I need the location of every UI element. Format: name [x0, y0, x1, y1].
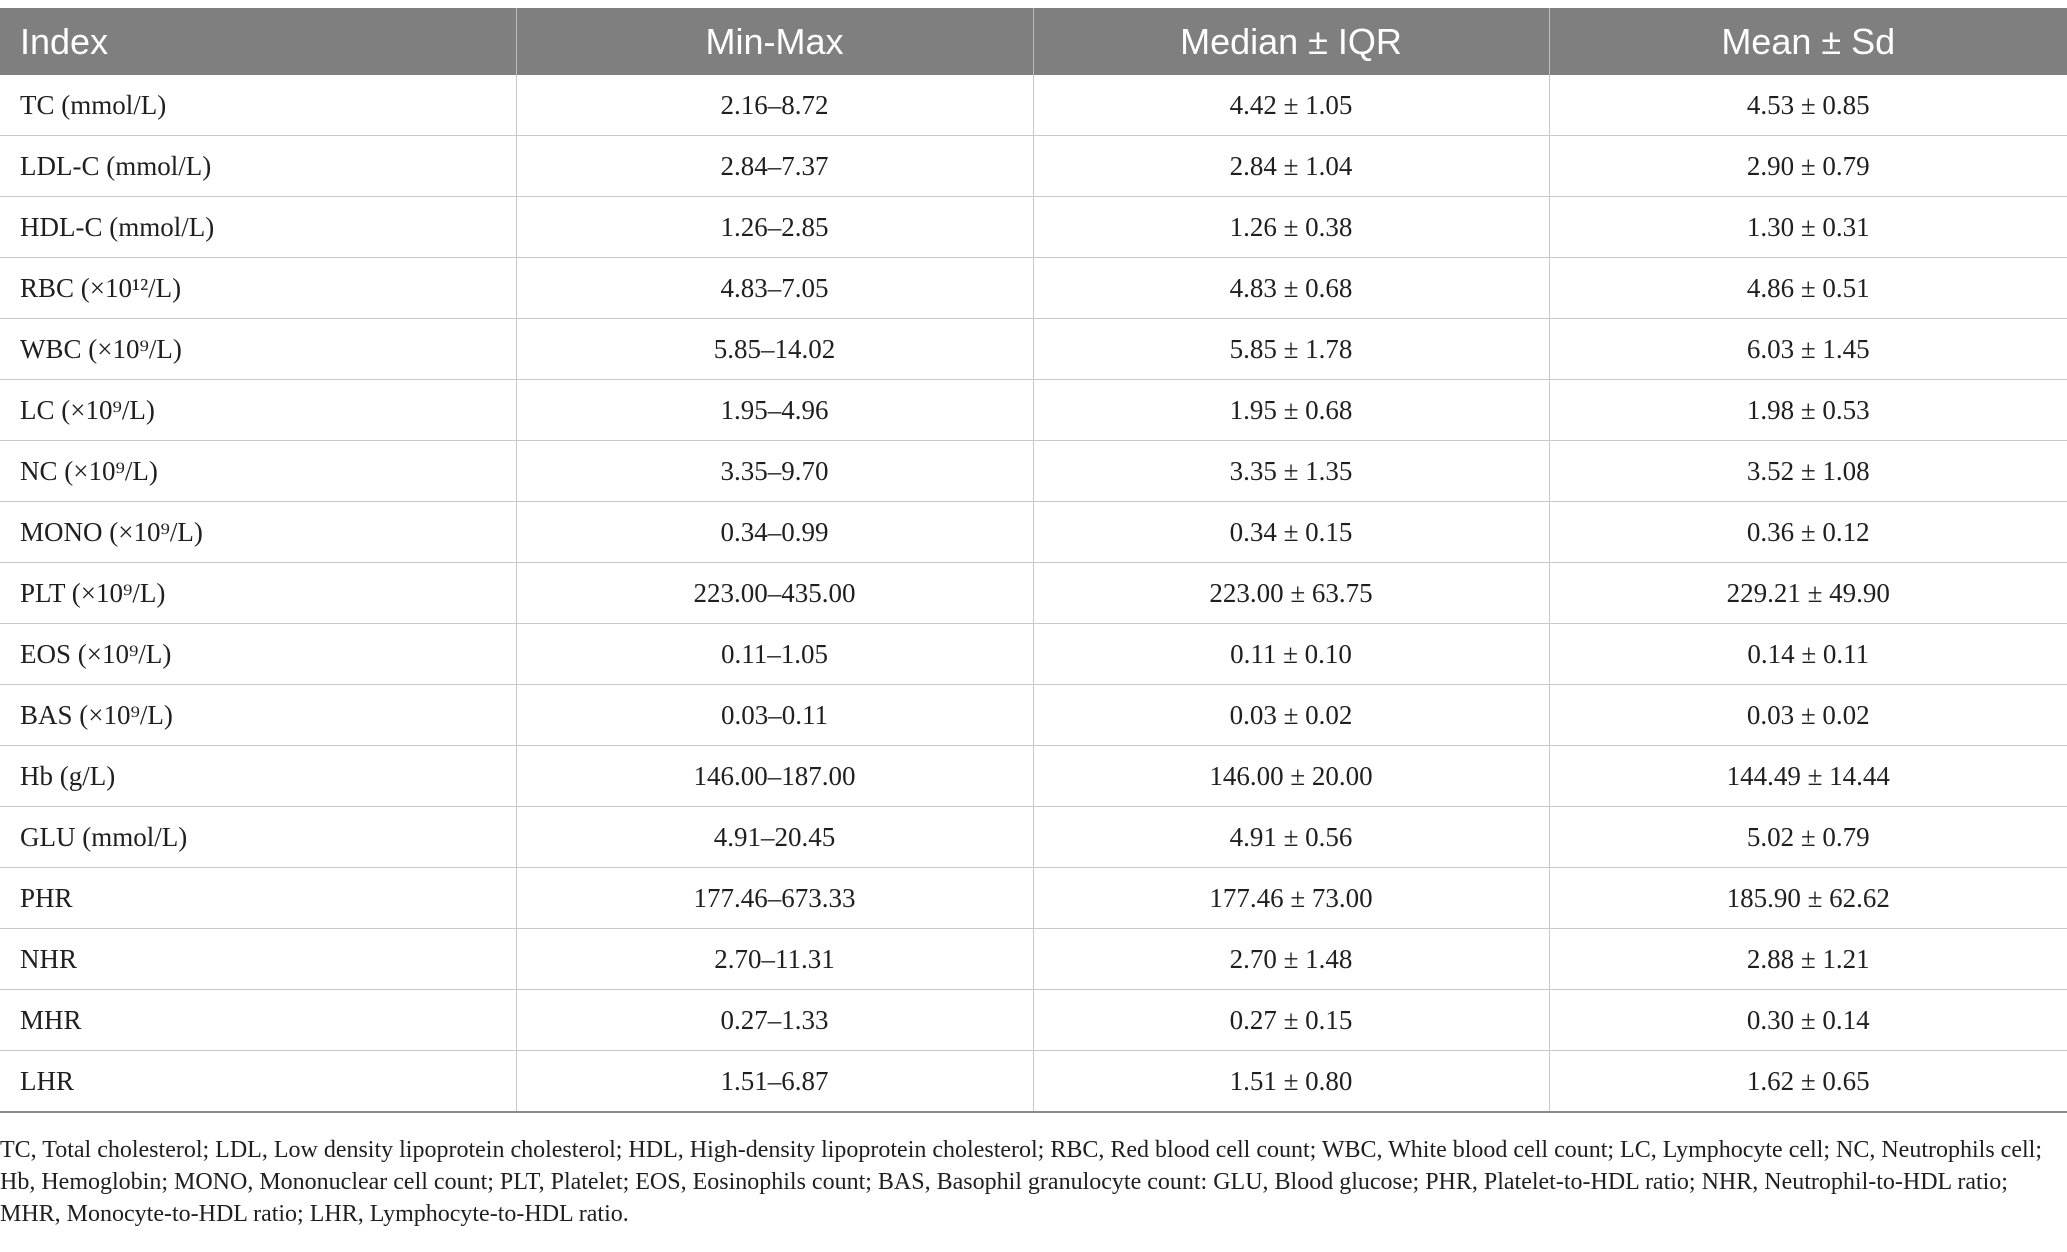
table-row — [0, 990, 2067, 1051]
table-row — [0, 197, 2067, 258]
row-mean-cell: 2.88 ± 1.21 — [1549, 929, 2067, 990]
row-min-max-cell: 177.46–673.33 — [516, 868, 1033, 929]
row-min-max-cell: 0.27–1.33 — [516, 990, 1033, 1051]
row-index-cell: EOS (×10⁹/L) — [0, 624, 516, 685]
row-mean-cell: 5.02 ± 0.79 — [1549, 807, 2067, 868]
row-mean-cell: 6.03 ± 1.45 — [1549, 319, 2067, 380]
table-row — [0, 136, 2067, 197]
row-index-cell: MONO (×10⁹/L) — [0, 502, 516, 563]
table-body — [0, 75, 2067, 1112]
table-row — [0, 624, 2067, 685]
row-mean-cell: 1.30 ± 0.31 — [1549, 197, 2067, 258]
table-row — [0, 441, 2067, 502]
row-median-cell: 1.26 ± 0.38 — [1033, 197, 1549, 258]
row-index-cell: BAS (×10⁹/L) — [0, 685, 516, 746]
row-mean-cell: 1.98 ± 0.53 — [1549, 380, 2067, 441]
row-min-max-cell: 146.00–187.00 — [516, 746, 1033, 807]
row-index-cell: HDL-C (mmol/L) — [0, 197, 516, 258]
table-row — [0, 1051, 2067, 1113]
table-row — [0, 380, 2067, 441]
row-index-cell: LDL-C (mmol/L) — [0, 136, 516, 197]
row-index-cell: NHR — [0, 929, 516, 990]
row-index-cell: LC (×10⁹/L) — [0, 380, 516, 441]
row-mean-cell: 4.86 ± 0.51 — [1549, 258, 2067, 319]
row-min-max-cell: 1.26–2.85 — [516, 197, 1033, 258]
row-min-max-cell: 4.83–7.05 — [516, 258, 1033, 319]
row-median-cell: 0.11 ± 0.10 — [1033, 624, 1549, 685]
table-row — [0, 319, 2067, 380]
row-median-cell: 5.85 ± 1.78 — [1033, 319, 1549, 380]
row-index-cell: RBC (×10¹²/L) — [0, 258, 516, 319]
row-median-cell: 177.46 ± 73.00 — [1033, 868, 1549, 929]
row-mean-cell: 2.90 ± 0.79 — [1549, 136, 2067, 197]
row-min-max-cell: 4.91–20.45 — [516, 807, 1033, 868]
row-median-cell: 3.35 ± 1.35 — [1033, 441, 1549, 502]
row-min-max-cell: 1.51–6.87 — [516, 1051, 1033, 1113]
row-mean-cell: 144.49 ± 14.44 — [1549, 746, 2067, 807]
table-row — [0, 929, 2067, 990]
row-mean-cell: 0.30 ± 0.14 — [1549, 990, 2067, 1051]
row-index-cell: NC (×10⁹/L) — [0, 441, 516, 502]
row-mean-cell: 4.53 ± 0.85 — [1549, 75, 2067, 136]
row-mean-cell: 1.62 ± 0.65 — [1549, 1051, 2067, 1113]
row-min-max-cell: 0.34–0.99 — [516, 502, 1033, 563]
table-row — [0, 685, 2067, 746]
row-index-cell: Hb (g/L) — [0, 746, 516, 807]
row-index-cell: WBC (×10⁹/L) — [0, 319, 516, 380]
table-footnote: TC, Total cholesterol; LDL, Low density lipoprotein cholesterol; HDL, High-density lipoprotein cholesterol; RBC, Red blood cell count; WBC, White blood cell count; LC, Lymphocyte cell; NC, Neutrophils cell; Hb, Hemoglobin; MONO, Mononuclear cell count; PLT, Platelet; EOS, Eosinophils count; BAS, Basophil granulocyte count: GLU, Blood glucose; PHR, Platelet-to-HDL ratio; NHR, Neutrophil-to-HDL ratio; MHR, Monocyte-to-HDL ratio; LHR, Lymphocyte-to-HDL ratio. — [0, 1137, 2042, 1227]
row-median-cell: 223.00 ± 63.75 — [1033, 563, 1549, 624]
table-row — [0, 75, 2067, 136]
table-row — [0, 746, 2067, 807]
table-row — [0, 502, 2067, 563]
row-mean-cell: 185.90 ± 62.62 — [1549, 868, 2067, 929]
table-row — [0, 868, 2067, 929]
data-table-container — [0, 8, 2067, 1113]
row-min-max-cell: 223.00–435.00 — [516, 563, 1033, 624]
data-table — [0, 8, 2067, 1113]
table-row — [0, 807, 2067, 868]
row-index-cell: MHR — [0, 990, 516, 1051]
row-min-max-cell: 2.70–11.31 — [516, 929, 1033, 990]
row-mean-cell: 0.03 ± 0.02 — [1549, 685, 2067, 746]
row-index-cell: PLT (×10⁹/L) — [0, 563, 516, 624]
row-median-cell: 146.00 ± 20.00 — [1033, 746, 1549, 807]
row-min-max-cell: 1.95–4.96 — [516, 380, 1033, 441]
row-median-cell: 0.27 ± 0.15 — [1033, 990, 1549, 1051]
row-median-cell: 1.51 ± 0.80 — [1033, 1051, 1549, 1113]
row-index-cell: GLU (mmol/L) — [0, 807, 516, 868]
row-index-cell: LHR — [0, 1051, 516, 1113]
row-median-cell: 4.91 ± 0.56 — [1033, 807, 1549, 868]
row-min-max-cell: 0.03–0.11 — [516, 685, 1033, 746]
row-min-max-cell: 0.11–1.05 — [516, 624, 1033, 685]
row-index-cell: PHR — [0, 868, 516, 929]
row-min-max-cell: 3.35–9.70 — [516, 441, 1033, 502]
row-median-cell: 1.95 ± 0.68 — [1033, 380, 1549, 441]
table-row — [0, 563, 2067, 624]
table-header-row — [0, 8, 2067, 75]
row-median-cell: 4.42 ± 1.05 — [1033, 75, 1549, 136]
row-min-max-cell: 2.84–7.37 — [516, 136, 1033, 197]
row-median-cell: 2.70 ± 1.48 — [1033, 929, 1549, 990]
row-mean-cell: 0.36 ± 0.12 — [1549, 502, 2067, 563]
row-median-cell: 2.84 ± 1.04 — [1033, 136, 1549, 197]
header-mean-sd: Mean ± Sd — [1721, 20, 1896, 62]
header-min-max: Min-Max — [516, 8, 1033, 75]
row-mean-cell: 3.52 ± 1.08 — [1549, 441, 2067, 502]
row-index-cell: TC (mmol/L) — [0, 75, 516, 136]
row-median-cell: 0.03 ± 0.02 — [1033, 685, 1549, 746]
row-min-max-cell: 2.16–8.72 — [516, 75, 1033, 136]
row-mean-cell: 229.21 ± 49.90 — [1549, 563, 2067, 624]
row-mean-cell: 0.14 ± 0.11 — [1549, 624, 2067, 685]
row-min-max-cell: 5.85–14.02 — [516, 319, 1033, 380]
row-median-cell: 4.83 ± 0.68 — [1033, 258, 1549, 319]
header-median-iqr: Median ± IQR — [1033, 8, 1549, 75]
row-median-cell: 0.34 ± 0.15 — [1033, 502, 1549, 563]
table-row — [0, 258, 2067, 319]
header-index: Index — [0, 8, 516, 75]
